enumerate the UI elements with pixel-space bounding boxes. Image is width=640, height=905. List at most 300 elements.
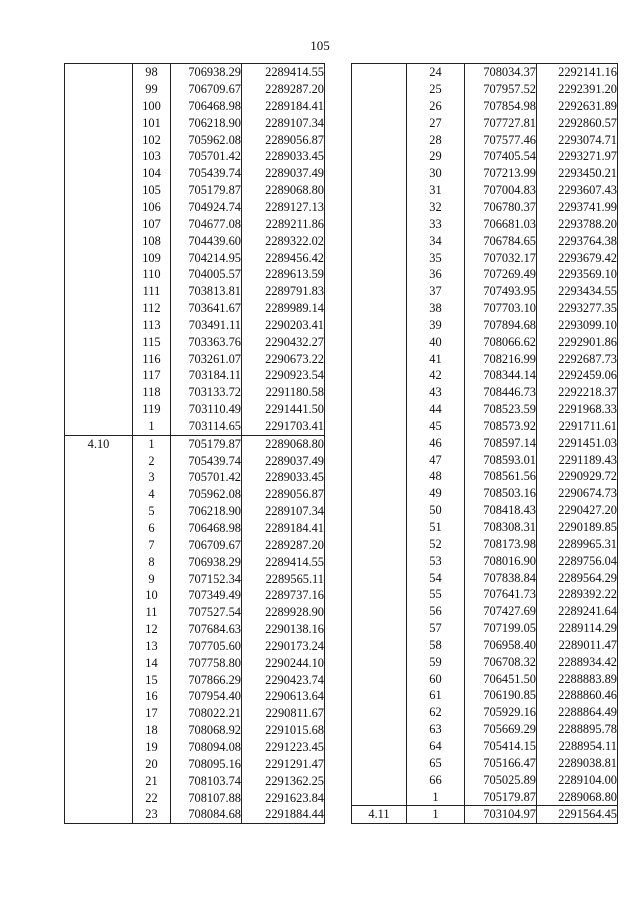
x-coordinate-cell: 708022.21	[171, 705, 242, 722]
x-coordinate-cell: 707032.17	[465, 249, 537, 266]
y-coordinate-cell: 2293434.55	[537, 283, 618, 300]
table-row	[65, 266, 325, 283]
x-coordinate-cell: 706451.50	[465, 670, 537, 687]
y-coordinate-cell: 2292218.37	[537, 384, 618, 401]
table-row	[65, 688, 325, 705]
section-cell	[65, 216, 133, 233]
section-cell	[352, 451, 407, 468]
point-number-cell: 59	[407, 654, 465, 671]
y-coordinate-cell: 2289965.31	[537, 536, 618, 553]
x-coordinate-cell: 706780.37	[465, 199, 537, 216]
table-row	[352, 654, 618, 671]
x-coordinate-cell: 708084.68	[171, 806, 242, 823]
section-cell	[65, 621, 133, 638]
y-coordinate-cell: 2291564.45	[537, 806, 618, 824]
y-coordinate-cell: 2291703.41	[242, 418, 325, 435]
point-number-cell: 39	[407, 317, 465, 334]
section-cell	[352, 64, 407, 81]
x-coordinate-cell: 708103.74	[171, 772, 242, 789]
x-coordinate-cell: 707405.54	[465, 148, 537, 165]
point-number-cell: 99	[133, 81, 171, 98]
x-coordinate-cell: 707727.81	[465, 115, 537, 132]
table-row	[65, 98, 325, 115]
x-coordinate-cell: 707957.52	[465, 81, 537, 98]
x-coordinate-cell: 707349.49	[171, 587, 242, 604]
y-coordinate-cell: 2289184.41	[242, 520, 325, 537]
table-row	[65, 115, 325, 132]
point-number-cell: 1	[407, 788, 465, 805]
point-number-cell: 20	[133, 756, 171, 773]
section-cell	[352, 586, 407, 603]
point-number-cell: 1	[133, 435, 171, 452]
section-cell	[65, 148, 133, 165]
y-coordinate-cell: 2289565.11	[242, 570, 325, 587]
x-coordinate-cell: 707152.34	[171, 570, 242, 587]
x-coordinate-cell: 705929.16	[465, 704, 537, 721]
point-number-cell: 9	[133, 570, 171, 587]
point-number-cell: 102	[133, 131, 171, 148]
table-row	[65, 249, 325, 266]
x-coordinate-cell: 706218.90	[171, 115, 242, 132]
point-number-cell: 113	[133, 317, 171, 334]
y-coordinate-cell: 2289033.45	[242, 469, 325, 486]
y-coordinate-cell: 2290674.73	[537, 485, 618, 502]
point-number-cell: 32	[407, 199, 465, 216]
section-cell	[352, 232, 407, 249]
table-row	[352, 418, 618, 435]
table-row	[65, 705, 325, 722]
y-coordinate-cell: 2289033.45	[242, 148, 325, 165]
section-cell	[65, 165, 133, 182]
x-coordinate-cell: 707894.68	[465, 317, 537, 334]
table-row	[352, 232, 618, 249]
point-number-cell: 57	[407, 620, 465, 637]
x-coordinate-cell: 708066.62	[465, 334, 537, 351]
x-coordinate-cell: 708216.99	[465, 350, 537, 367]
section-cell	[65, 98, 133, 115]
section-cell	[65, 638, 133, 655]
table-row	[65, 638, 325, 655]
table-row	[65, 418, 325, 435]
point-number-cell: 24	[407, 64, 465, 81]
x-coordinate-cell: 707199.05	[465, 620, 537, 637]
section-cell	[65, 503, 133, 520]
table-row	[65, 671, 325, 688]
y-coordinate-cell: 2288864.49	[537, 704, 618, 721]
table-row	[65, 772, 325, 789]
point-number-cell: 34	[407, 232, 465, 249]
x-coordinate-cell: 705439.74	[171, 165, 242, 182]
y-coordinate-cell: 2289392.22	[537, 586, 618, 603]
table-row	[65, 435, 325, 452]
table-row	[65, 503, 325, 520]
x-coordinate-cell: 707866.29	[171, 671, 242, 688]
table-body-right	[352, 64, 618, 824]
table-row	[352, 670, 618, 687]
y-coordinate-cell: 2293764.38	[537, 232, 618, 249]
point-number-cell: 107	[133, 216, 171, 233]
x-coordinate-cell: 707758.80	[171, 655, 242, 672]
y-coordinate-cell: 2290811.67	[242, 705, 325, 722]
y-coordinate-cell: 2289107.34	[242, 503, 325, 520]
section-cell	[352, 654, 407, 671]
point-number-cell: 31	[407, 182, 465, 199]
y-coordinate-cell: 2293074.71	[537, 131, 618, 148]
table-row	[352, 569, 618, 586]
table-row	[65, 469, 325, 486]
x-coordinate-cell: 708593.01	[465, 451, 537, 468]
section-cell	[65, 587, 133, 604]
section-cell	[65, 452, 133, 469]
y-coordinate-cell: 2290432.27	[242, 334, 325, 351]
point-number-cell: 51	[407, 519, 465, 536]
point-number-cell: 16	[133, 688, 171, 705]
section-cell	[65, 384, 133, 401]
y-coordinate-cell: 2292860.57	[537, 115, 618, 132]
section-cell	[352, 620, 407, 637]
section-cell	[352, 115, 407, 132]
section-cell	[65, 537, 133, 554]
y-coordinate-cell: 2292391.20	[537, 81, 618, 98]
section-cell	[352, 552, 407, 569]
table-row	[352, 788, 618, 805]
point-number-cell: 35	[407, 249, 465, 266]
section-cell	[352, 603, 407, 620]
point-number-cell: 63	[407, 721, 465, 738]
point-number-cell: 100	[133, 98, 171, 115]
x-coordinate-cell: 704005.57	[171, 266, 242, 283]
y-coordinate-cell: 2288883.89	[537, 670, 618, 687]
table-row	[65, 81, 325, 98]
table-row	[65, 604, 325, 621]
section-cell	[65, 553, 133, 570]
table-row	[352, 637, 618, 654]
y-coordinate-cell: 2293277.35	[537, 300, 618, 317]
table-row	[65, 334, 325, 351]
x-coordinate-cell: 705414.15	[465, 738, 537, 755]
table-row	[352, 603, 618, 620]
section-cell	[352, 384, 407, 401]
x-coordinate-cell: 708344.14	[465, 367, 537, 384]
point-number-cell: 40	[407, 334, 465, 351]
table-row	[352, 81, 618, 98]
x-coordinate-cell: 707577.46	[465, 131, 537, 148]
y-coordinate-cell: 2289791.83	[242, 283, 325, 300]
table-row	[352, 98, 618, 115]
table-row	[352, 317, 618, 334]
section-cell	[65, 266, 133, 283]
x-coordinate-cell: 708094.08	[171, 739, 242, 756]
y-coordinate-cell: 2289737.16	[242, 587, 325, 604]
point-number-cell: 17	[133, 705, 171, 722]
section-cell	[352, 569, 407, 586]
y-coordinate-cell: 2293099.10	[537, 317, 618, 334]
point-number-cell: 117	[133, 367, 171, 384]
section-cell	[352, 283, 407, 300]
section-cell	[352, 721, 407, 738]
y-coordinate-cell: 2290929.72	[537, 468, 618, 485]
section-cell	[352, 771, 407, 788]
point-number-cell: 10	[133, 587, 171, 604]
section-cell	[352, 637, 407, 654]
point-number-cell: 41	[407, 350, 465, 367]
y-coordinate-cell: 2289056.87	[242, 486, 325, 503]
section-cell	[65, 283, 133, 300]
table-row	[352, 536, 618, 553]
point-number-cell: 14	[133, 655, 171, 672]
section-cell	[65, 772, 133, 789]
table-row	[352, 266, 618, 283]
y-coordinate-cell: 2293569.10	[537, 266, 618, 283]
x-coordinate-cell: 704924.74	[171, 199, 242, 216]
x-coordinate-cell: 707427.69	[465, 603, 537, 620]
table-row	[352, 620, 618, 637]
point-number-cell: 37	[407, 283, 465, 300]
section-cell	[352, 687, 407, 704]
section-cell	[65, 756, 133, 773]
point-number-cell: 6	[133, 520, 171, 537]
point-number-cell: 44	[407, 401, 465, 418]
y-coordinate-cell: 2291451.03	[537, 435, 618, 452]
x-coordinate-cell: 708095.16	[171, 756, 242, 773]
point-number-cell: 2	[133, 452, 171, 469]
point-number-cell: 54	[407, 569, 465, 586]
table-row	[352, 216, 618, 233]
point-number-cell: 64	[407, 738, 465, 755]
point-number-cell: 108	[133, 232, 171, 249]
point-number-cell: 56	[407, 603, 465, 620]
section-cell	[352, 788, 407, 805]
section-cell	[65, 705, 133, 722]
x-coordinate-cell: 707684.63	[171, 621, 242, 638]
section-cell	[352, 182, 407, 199]
table-row	[65, 367, 325, 384]
point-number-cell: 1	[407, 806, 465, 824]
x-coordinate-cell: 705179.87	[171, 182, 242, 199]
x-coordinate-cell: 705962.08	[171, 131, 242, 148]
x-coordinate-cell: 706709.67	[171, 537, 242, 554]
table-row	[65, 148, 325, 165]
x-coordinate-cell: 705166.47	[465, 755, 537, 772]
table-row	[352, 586, 618, 603]
y-coordinate-cell: 2292687.73	[537, 350, 618, 367]
point-number-cell: 112	[133, 300, 171, 317]
point-number-cell: 55	[407, 586, 465, 603]
point-number-cell: 60	[407, 670, 465, 687]
section-cell	[352, 317, 407, 334]
table-row	[352, 552, 618, 569]
y-coordinate-cell: 2291441.50	[242, 401, 325, 418]
table-row	[65, 789, 325, 806]
y-coordinate-cell: 2289068.80	[537, 788, 618, 805]
section-cell	[65, 418, 133, 435]
point-number-cell: 29	[407, 148, 465, 165]
table-body-left	[65, 64, 325, 824]
point-number-cell: 28	[407, 131, 465, 148]
table-row	[65, 131, 325, 148]
y-coordinate-cell: 2292631.89	[537, 98, 618, 115]
table-row	[65, 182, 325, 199]
point-number-cell: 65	[407, 755, 465, 772]
table-row	[65, 384, 325, 401]
y-coordinate-cell: 2289011.47	[537, 637, 618, 654]
x-coordinate-cell: 706938.29	[171, 553, 242, 570]
y-coordinate-cell: 2289287.20	[242, 537, 325, 554]
point-number-cell: 30	[407, 165, 465, 182]
section-cell	[352, 334, 407, 351]
table-row	[65, 722, 325, 739]
point-number-cell: 52	[407, 536, 465, 553]
section-cell	[65, 317, 133, 334]
point-number-cell: 36	[407, 266, 465, 283]
table-row	[352, 115, 618, 132]
section-cell	[65, 199, 133, 216]
table-row	[352, 485, 618, 502]
table-row	[352, 334, 618, 351]
point-number-cell: 11	[133, 604, 171, 621]
y-coordinate-cell: 2289414.55	[242, 553, 325, 570]
x-coordinate-cell: 704214.95	[171, 249, 242, 266]
section-cell	[65, 350, 133, 367]
y-coordinate-cell: 2292459.06	[537, 367, 618, 384]
section-cell	[352, 670, 407, 687]
section-cell	[65, 64, 133, 81]
y-coordinate-cell: 2291015.68	[242, 722, 325, 739]
point-number-cell: 8	[133, 553, 171, 570]
section-cell	[352, 165, 407, 182]
x-coordinate-cell: 705701.42	[171, 148, 242, 165]
table-row	[352, 182, 618, 199]
y-coordinate-cell: 2292141.16	[537, 64, 618, 81]
x-coordinate-cell: 707213.99	[465, 165, 537, 182]
point-number-cell: 61	[407, 687, 465, 704]
x-coordinate-cell: 708107.88	[171, 789, 242, 806]
point-number-cell: 50	[407, 502, 465, 519]
y-coordinate-cell: 2289414.55	[242, 64, 325, 81]
y-coordinate-cell: 2291291.47	[242, 756, 325, 773]
table-row	[65, 655, 325, 672]
table-row	[65, 283, 325, 300]
section-cell	[352, 485, 407, 502]
section-cell	[352, 98, 407, 115]
section-cell	[352, 266, 407, 283]
section-cell	[352, 519, 407, 536]
x-coordinate-cell: 705439.74	[171, 452, 242, 469]
x-coordinate-cell: 707703.10	[465, 300, 537, 317]
point-number-cell: 115	[133, 334, 171, 351]
table-row	[352, 148, 618, 165]
table-row	[65, 232, 325, 249]
section-cell: 4.10	[65, 435, 133, 452]
point-number-cell: 49	[407, 485, 465, 502]
section-cell	[65, 469, 133, 486]
y-coordinate-cell: 2289104.00	[537, 771, 618, 788]
y-coordinate-cell: 2288860.46	[537, 687, 618, 704]
section-cell	[65, 688, 133, 705]
point-number-cell: 13	[133, 638, 171, 655]
page-number: 105	[310, 38, 330, 53]
table-row	[352, 199, 618, 216]
point-number-cell: 5	[133, 503, 171, 520]
section-cell	[352, 435, 407, 452]
y-coordinate-cell: 2293788.20	[537, 216, 618, 233]
y-coordinate-cell: 2289107.34	[242, 115, 325, 132]
x-coordinate-cell: 706938.29	[171, 64, 242, 81]
y-coordinate-cell: 2291623.84	[242, 789, 325, 806]
x-coordinate-cell: 703184.11	[171, 367, 242, 384]
y-coordinate-cell: 2292901.86	[537, 334, 618, 351]
table-row	[352, 435, 618, 452]
table-row	[65, 486, 325, 503]
section-cell	[352, 81, 407, 98]
y-coordinate-cell: 2289068.80	[242, 182, 325, 199]
point-number-cell: 48	[407, 468, 465, 485]
x-coordinate-cell: 705669.29	[465, 721, 537, 738]
table-row	[65, 739, 325, 756]
table-row	[65, 553, 325, 570]
x-coordinate-cell: 703261.07	[171, 350, 242, 367]
y-coordinate-cell: 2290613.64	[242, 688, 325, 705]
x-coordinate-cell: 703110.49	[171, 401, 242, 418]
x-coordinate-cell: 708503.16	[465, 485, 537, 502]
point-number-cell: 25	[407, 81, 465, 98]
table-row	[65, 317, 325, 334]
point-number-cell: 26	[407, 98, 465, 115]
y-coordinate-cell: 2291189.43	[537, 451, 618, 468]
x-coordinate-cell: 706468.98	[171, 98, 242, 115]
y-coordinate-cell: 2291223.45	[242, 739, 325, 756]
x-coordinate-cell: 703491.11	[171, 317, 242, 334]
section-cell	[352, 350, 407, 367]
point-number-cell: 103	[133, 148, 171, 165]
table-row	[352, 165, 618, 182]
section-cell	[65, 81, 133, 98]
x-coordinate-cell: 708523.59	[465, 401, 537, 418]
point-number-cell: 109	[133, 249, 171, 266]
point-number-cell: 111	[133, 283, 171, 300]
table-row	[352, 687, 618, 704]
point-number-cell: 58	[407, 637, 465, 654]
y-coordinate-cell: 2290244.10	[242, 655, 325, 672]
point-number-cell: 12	[133, 621, 171, 638]
section-cell	[65, 570, 133, 587]
x-coordinate-cell: 708446.73	[465, 384, 537, 401]
table-row	[65, 199, 325, 216]
x-coordinate-cell: 703363.76	[171, 334, 242, 351]
y-coordinate-cell: 2291362.25	[242, 772, 325, 789]
x-coordinate-cell: 708597.14	[465, 435, 537, 452]
point-number-cell: 43	[407, 384, 465, 401]
table-row	[352, 131, 618, 148]
point-number-cell: 45	[407, 418, 465, 435]
x-coordinate-cell: 706708.32	[465, 654, 537, 671]
section-cell	[65, 131, 133, 148]
section-cell	[352, 300, 407, 317]
x-coordinate-cell: 707004.83	[465, 182, 537, 199]
table-row	[65, 64, 325, 81]
y-coordinate-cell: 2291180.58	[242, 384, 325, 401]
section-cell	[352, 418, 407, 435]
point-number-cell: 53	[407, 552, 465, 569]
y-coordinate-cell: 2293607.43	[537, 182, 618, 199]
x-coordinate-cell: 708068.92	[171, 722, 242, 739]
x-coordinate-cell: 706218.90	[171, 503, 242, 520]
point-number-cell: 119	[133, 401, 171, 418]
table-row	[65, 756, 325, 773]
table-row	[65, 537, 325, 554]
table-row	[352, 64, 618, 81]
point-number-cell: 118	[133, 384, 171, 401]
